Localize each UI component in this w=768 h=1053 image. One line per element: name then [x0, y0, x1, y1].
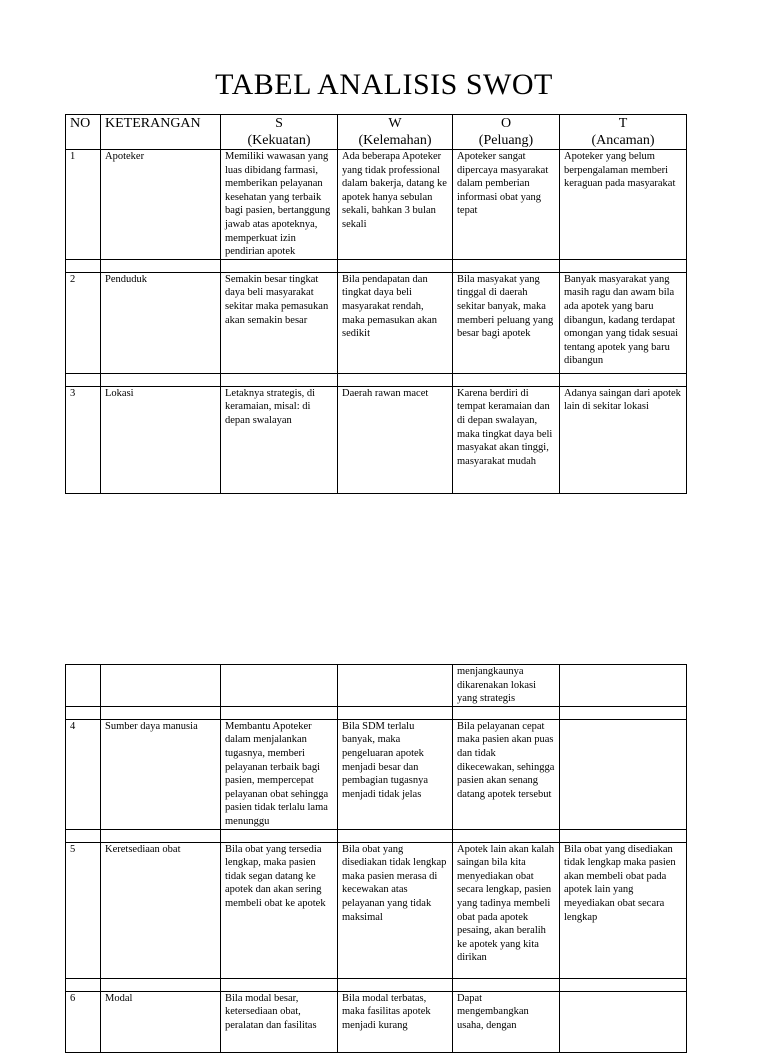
swot-table-part-2: [65, 664, 687, 1053]
table-row: [66, 991, 687, 1052]
header-strength-letter: S: [275, 116, 283, 131]
cell-weakness: Ada beberapa Apoteker yang tidak professional dalam bakerja, datang ke apotek hanya sebulan sekali, bahkan 3 bulan sekali: [338, 150, 453, 260]
cell-strength: Memiliki wawasan yang luas dibidang farmasi, memberikan pelayanan kesehatan yang terbaik bagi pasien, bertanggung jawab atas apoteknya, memperkuat izin pendirian apotek: [221, 150, 338, 260]
cell-keterangan: Sumber daya manusia: [101, 719, 221, 829]
cell-keterangan: Keretsediaan obat: [101, 842, 221, 978]
cell-no: 6: [66, 991, 101, 1052]
cell-keterangan: Modal: [101, 991, 221, 1052]
swot-table-part-1: [65, 114, 687, 494]
cell-weakness: Bila obat yang disediakan tidak lengkap maka pasien merasa di kecewakan atas pelayanan yang tidak maksimal: [338, 842, 453, 978]
table-header-row: [66, 115, 687, 150]
cell-no: 2: [66, 272, 101, 373]
cell-opportunity: Bila pelayanan cepat maka pasien akan puas dan tidak dikecewakan, sehingga pasien akan senang datang apotek tersebut: [453, 719, 560, 829]
table-row: [66, 150, 687, 260]
cell-threat: [560, 991, 687, 1052]
page-title: TABEL ANALISIS SWOT: [215, 68, 553, 101]
cell-opportunity: Apoteker sangat dipercaya masyarakat dalam pemberian informasi obat yang tepat: [453, 150, 560, 260]
cell-threat: Bila obat yang disediakan tidak lengkap maka pasien akan membeli obat pada apotek lain yang meyediakan obat secara lengkap: [560, 842, 687, 978]
cell-strength: Bila obat yang tersedia lengkap, maka pasien tidak segan datang ke apotek dan akan sering membeli obat ke apotek: [221, 842, 338, 978]
cell-threat: Apoteker yang belum berpengalaman memberi keraguan pada masyarakat: [560, 150, 687, 260]
cell-strength: Letaknya strategis, di keramaian, misal: di depan swalayan: [221, 386, 338, 493]
cell-keterangan: Penduduk: [101, 272, 221, 373]
cell-opportunity: Bila masyakat yang tinggal di daerah sekitar banyak, maka memberi peluang yang besar bagi apotek: [453, 272, 560, 373]
table-row-continued: [66, 665, 687, 707]
header-opportunity: [453, 115, 560, 150]
header-opportunity-label: (Peluang): [478, 133, 534, 148]
cell-strength: Bila modal besar, ketersediaan obat, peralatan dan fasilitas: [221, 991, 338, 1052]
cell-no: 1: [66, 150, 101, 260]
header-threat: [560, 115, 687, 150]
header-threat-letter: T: [618, 116, 628, 131]
cell-weakness: Daerah rawan macet: [338, 386, 453, 493]
cell-opportunity: Karena berdiri di tempat keramaian dan di depan swalayan, maka tingkat daya beli masyakat akan tinggi, masyarakat mudah: [453, 386, 560, 493]
cell-no: 3: [66, 386, 101, 493]
cell-no: 5: [66, 842, 101, 978]
header-strength: [221, 115, 338, 150]
cell-opportunity: Dapat mengembangkan usaha, dengan: [453, 991, 560, 1052]
header-threat-label: (Ancaman): [591, 133, 655, 148]
cell-weakness: Bila modal terbatas, maka fasilitas apotek menjadi kurang: [338, 991, 453, 1052]
cell-opportunity: menjangkaunya dikarenakan lokasi yang strategis: [453, 665, 560, 707]
table-row: [66, 842, 687, 978]
cell-weakness: Bila SDM terlalu banyak, maka pengeluaran apotek menjadi besar dan pembagian tugasnya menjadi tidak jelas: [338, 719, 453, 829]
header-strength-label: (Kekuatan): [247, 133, 311, 148]
spacer-row: [66, 259, 687, 272]
spacer-row: [66, 829, 687, 842]
table-row: [66, 719, 687, 829]
cell-strength: Semakin besar tingkat daya beli masyarakat sekitar maka pemasukan akan semakin besar: [221, 272, 338, 373]
cell-opportunity: Apotek lain akan kalah saingan bila kita menyediakan obat secara lengkap, pasien yang tadinya membeli obat pada apotek pesaing, akan beralih ke apotek yang kita dirikan: [453, 842, 560, 978]
spacer-row: [66, 373, 687, 386]
cell-weakness: Bila pendapatan dan tingkat daya beli masyarakat rendah, maka pemasukan akan sedikit: [338, 272, 453, 373]
header-opportunity-letter: O: [500, 116, 512, 131]
header-weakness: [338, 115, 453, 150]
cell-keterangan: Lokasi: [101, 386, 221, 493]
cell-no: 4: [66, 719, 101, 829]
cell-keterangan: Apoteker: [101, 150, 221, 260]
header-weakness-label: (Kelemahan): [358, 133, 432, 148]
cell-threat: Banyak masyarakat yang masih ragu dan awam bila ada apotek yang baru dibangun, kadang terdapat omongan yang tidak sesuai tentang apotek yang baru dibangun: [560, 272, 687, 373]
spacer-row: [66, 706, 687, 719]
table-row: [66, 386, 687, 493]
header-no: NO: [66, 115, 101, 150]
spacer-row: [66, 978, 687, 991]
cell-threat: [560, 719, 687, 829]
table-row: [66, 272, 687, 373]
header-keterangan: KETERANGAN: [101, 115, 221, 150]
cell-threat: Adanya saingan dari apotek lain di sekitar lokasi: [560, 386, 687, 493]
cell-strength: Membantu Apoteker dalam menjalankan tugasnya, memberi pelayanan terbaik bagi pasien, mempercepat pelayanan obat sehingga pasien tidak terlalu lama menunggu: [221, 719, 338, 829]
header-weakness-letter: W: [388, 116, 402, 131]
